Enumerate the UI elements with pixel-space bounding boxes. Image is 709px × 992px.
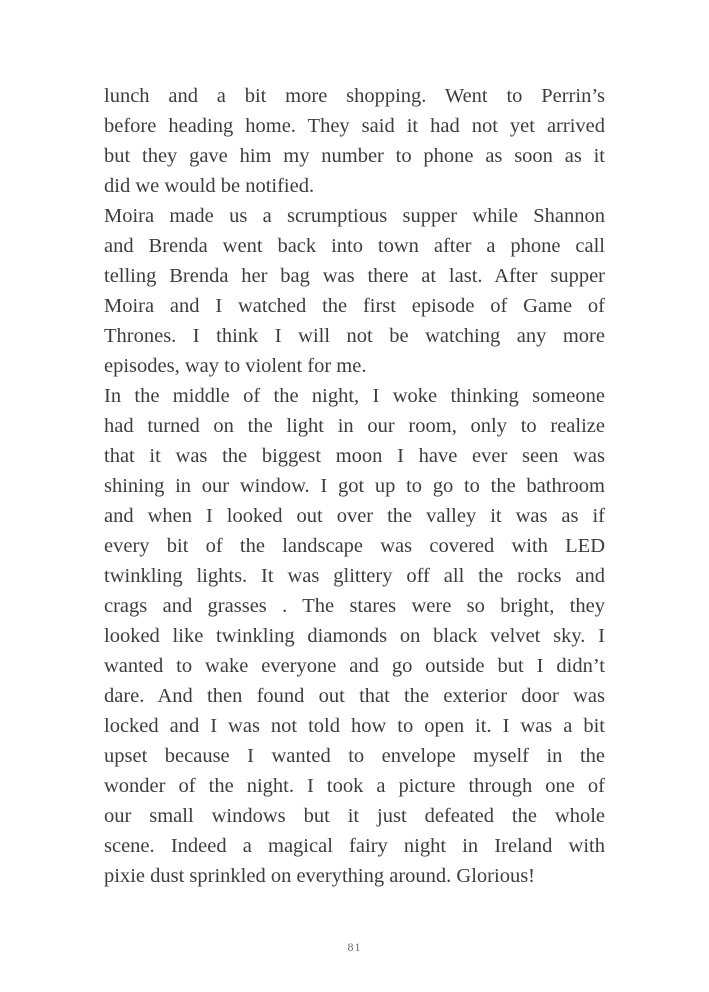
paragraph	[104, 381, 605, 891]
text-line: had turned on the light in our room, only to realize	[104, 415, 605, 437]
text-line: Moira and I watched the first episode of Game of	[104, 295, 605, 317]
page-footer	[0, 938, 709, 956]
text-line: wanted to wake everyone and go outside but I didn’t	[104, 655, 605, 677]
text-line: Thrones. I think I will not be watching any more	[104, 325, 605, 347]
paragraph	[104, 81, 605, 201]
text-line: before heading home. They said it had not yet arrived	[104, 115, 605, 137]
text-line: In the middle of the night, I woke thinking someone	[104, 385, 605, 407]
text-line: upset because I wanted to envelope myself in the	[104, 745, 605, 767]
text-line: pixie dust sprinkled on everything around. Glorious!	[104, 865, 536, 887]
text-line: did we would be notified.	[104, 175, 315, 197]
paragraph	[104, 201, 605, 381]
text-line: shining in our window. I got up to go to the bathroom	[104, 475, 605, 497]
text-line: crags and grasses . The stares were so bright, they	[104, 595, 605, 617]
text-line: telling Brenda her bag was there at last. After supper	[104, 265, 605, 287]
text-line: and Brenda went back into town after a phone call	[104, 235, 605, 257]
text-line: lunch and a bit more shopping. Went to Perrin’s	[104, 85, 605, 107]
text-line: Moira made us a scrumptious supper while Shannon	[104, 205, 605, 227]
text-line: dare. And then found out that the exterior door was	[104, 685, 605, 707]
text-line: scene. Indeed a magical fairy night in Ireland with	[104, 835, 605, 857]
text-line: that it was the biggest moon I have ever seen was	[104, 445, 605, 467]
text-line: wonder of the night. I took a picture through one of	[104, 775, 605, 797]
page-text	[104, 81, 605, 891]
text-line: looked like twinkling diamonds on black velvet sky. I	[104, 625, 605, 647]
text-line: locked and I was not told how to open it. I was a bit	[104, 715, 605, 737]
page-number: 81	[347, 940, 362, 954]
text-line: our small windows but it just defeated the whole	[104, 805, 605, 827]
text-line: episodes, way to violent for me.	[104, 355, 367, 377]
paragraphs-container	[104, 81, 605, 891]
text-line: but they gave him my number to phone as soon as it	[104, 145, 605, 167]
text-line: twinkling lights. It was glittery off all the rocks and	[104, 565, 605, 587]
text-line: and when I looked out over the valley it was as if	[104, 505, 605, 527]
text-line: every bit of the landscape was covered with LED	[104, 535, 605, 557]
